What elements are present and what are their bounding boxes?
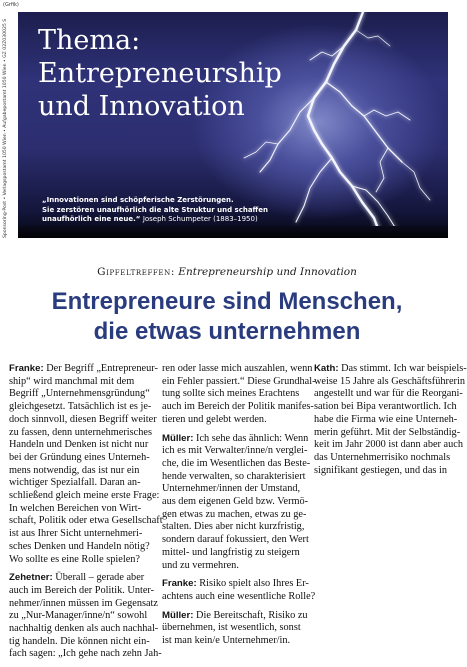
text-line [9, 648, 162, 661]
text-line [9, 515, 163, 528]
line-text: und zu vermehren. [162, 559, 239, 571]
text-line [9, 413, 157, 427]
dialogue-paragraph [162, 363, 316, 427]
text-line [9, 610, 151, 623]
quote-line-last [42, 215, 372, 225]
line-text: tig handeln. Die können nicht ein- [9, 635, 150, 647]
line-text: übernehmen, ist wesentlich, sonst [162, 622, 301, 634]
speaker-name: Franke: [162, 578, 197, 590]
text-line [162, 414, 304, 427]
line-text: sation bei Bipa verantwortlich. Ich [314, 401, 457, 413]
line-text: Der Begriff „Entrepreneur- [46, 363, 158, 374]
text-line [162, 432, 309, 446]
text-line [9, 477, 151, 490]
text-column-2 [162, 363, 316, 654]
line-text: Risiko spielt also Ihres Er- [199, 578, 309, 590]
line-text: aus dem eigenen Geld bzw. Vermö- [162, 496, 309, 508]
line-text: angestellt und war für die Reorgani- [314, 388, 463, 400]
line-text: Wo sollte es eine Rolle spielen? [9, 553, 140, 565]
text-line [162, 363, 313, 376]
headline-line: Entrepreneure sind Menschen, [51, 288, 403, 315]
hero-title-line: Entrepreneurship [38, 58, 282, 89]
text-line [314, 426, 461, 440]
text-line [162, 590, 316, 604]
text-line [162, 445, 308, 458]
line-text: ist aus Ihrer Sicht unternehmeri- [9, 528, 143, 540]
text-line [9, 465, 151, 478]
text-line [314, 363, 467, 376]
line-text: gen etwas zu machen, etwas zu ge- [162, 508, 307, 520]
speaker-name: Kath: [314, 363, 339, 374]
dialogue-paragraph [9, 363, 163, 566]
line-text: Unternehmer/innen der Umstand, [162, 483, 301, 495]
quote-line: Sie zerstören unaufhörlich die alte Struktur und schaffen [42, 205, 268, 214]
text-line [162, 388, 304, 401]
text-line [9, 554, 151, 567]
line-text: tieren und gelebt werden. [162, 413, 267, 425]
line-text: Handeln und Denken ist nicht nur [9, 439, 149, 451]
text-line [9, 363, 158, 376]
line-text: ein Fehler passiert.“ Diese Grundhal- [162, 375, 316, 387]
line-text: auch im Bereich der Politik manifes- [162, 401, 314, 413]
text-line [9, 528, 151, 541]
text-line [9, 597, 158, 611]
hero-title-line: Thema: [38, 25, 141, 56]
text-line [162, 547, 304, 560]
text-line [9, 401, 151, 414]
quote-line: unaufhörlich eine neue.“ [42, 215, 141, 223]
line-text: ship“ wird manchmal mit dem [9, 375, 135, 387]
line-text: mens notwendig, das ist nur ein [9, 464, 140, 476]
section-kicker [0, 266, 454, 278]
line-text: Die Bereitschaft, Risiko zu [196, 609, 308, 621]
line-text: zu „Nur-Manager/inne/n“ sowohl [9, 610, 148, 622]
line-text: ren oder lasse mich auszahlen, wenn [162, 363, 313, 374]
line-text: habe die Firma wie eine Unterneh- [314, 413, 458, 425]
line-text: das Unternehmerrisiko nochmals [314, 451, 451, 463]
text-line [9, 376, 151, 389]
text-line [314, 439, 463, 452]
line-text: doch sinnvoll, diesen Begriff weiter [9, 413, 157, 425]
line-text: che, die im Wesentlichen das Beste- [162, 457, 311, 469]
hero-title-line: und Innovation [38, 91, 245, 122]
line-text: auch im Bereich der Politik. Unter- [9, 584, 155, 596]
line-text: nehmer/innen müssen im Gegensatz [9, 597, 158, 609]
text-line [162, 609, 308, 623]
hero-banner [18, 12, 448, 238]
text-line [314, 388, 463, 401]
dialogue-paragraph [9, 572, 162, 661]
line-text: tung sollte sich meines Erachtens [162, 388, 300, 400]
line-text: zu fassen, denn unternehmerisches [9, 426, 152, 438]
line-text: bei der Gründung eines Unterneh- [9, 451, 150, 463]
line-text: sches Denken und Handeln nötig? [9, 540, 150, 552]
text-line [162, 578, 309, 591]
text-line [162, 534, 309, 547]
line-text: schaft, Politik oder etwa Gesellschaft [9, 515, 163, 527]
text-line [162, 508, 307, 522]
line-text: mittel- und langfristig zu steigern [162, 546, 300, 558]
line-text: sondern darauf fokussiert, den Wert [162, 534, 309, 546]
hero-quote [42, 196, 372, 225]
corner-tag: (Grfik) [3, 2, 19, 8]
text-line [9, 572, 151, 585]
text-line [314, 401, 456, 414]
line-text: schließend gleich meine erste Frage: [9, 490, 160, 502]
text-line [9, 541, 151, 554]
line-text: Überall – gerade aber [55, 572, 145, 584]
quote-author: Joseph Schumpeter (1883–1950) [142, 215, 258, 223]
text-line [314, 414, 456, 427]
text-line [9, 439, 151, 452]
text-line [9, 388, 151, 401]
line-text: Begriff „Unternehmensgründung“ [9, 388, 150, 400]
line-text: achtens auch eine wesentliche Rolle? [162, 590, 316, 602]
dialogue-paragraph [162, 578, 316, 603]
line-text: stalten. Dies aber nicht kurzfristig, [162, 521, 305, 533]
text-line [314, 452, 456, 465]
text-line [162, 622, 304, 635]
article-headline [0, 287, 454, 347]
text-line [9, 490, 160, 503]
line-text: gleichgesetzt. Tatsächlich ist es je- [9, 401, 152, 413]
dialogue-paragraph [162, 609, 308, 648]
line-text: merin geführt. Mit der Selbständig- [314, 426, 461, 438]
text-line [9, 623, 159, 636]
kicker-label: Gipfeltreffen: [97, 266, 175, 278]
line-text: Das stimmt. Ich war beispiels- [341, 363, 467, 374]
text-line [162, 521, 304, 534]
line-text: ich es mit Verwalter/inne/n verglei- [162, 445, 308, 457]
text-line [314, 375, 465, 389]
dialogue-paragraph [314, 363, 467, 477]
line-text: fach sagen: „Ich gehe nach zehn Jah- [9, 648, 162, 660]
side-credit-strip [1, 12, 15, 238]
text-line [162, 471, 304, 484]
text-line [162, 496, 309, 509]
text-line [162, 375, 316, 389]
side-credit-text: Sponsoring-Post • Verlagspostamt 1050 Wien • Aufgabepostamt 1050 Wien • GZ 02Z030025 S [3, 18, 8, 238]
hero-title [38, 24, 338, 123]
text-line [314, 465, 456, 478]
line-text: In welchen Bereichen von Wirt- [9, 502, 142, 514]
line-text: hende verwalten, so charakterisiert [162, 470, 306, 482]
text-line [162, 483, 304, 496]
line-text: wichtiger Spezialfall. Daran an- [9, 477, 141, 489]
text-column-1 [9, 363, 163, 667]
speaker-name: Franke: [9, 363, 44, 374]
line-text: Ich sehe das ähnlich: Wenn [196, 432, 309, 444]
line-text: weise 15 Jahre als Geschäftsführerin [314, 375, 465, 387]
horizon-ground [18, 226, 448, 238]
headline-line: die etwas unternehmen [93, 318, 361, 345]
line-text: signifikant gestiegen, und das in [314, 464, 447, 476]
text-line [162, 401, 314, 414]
text-line [9, 427, 151, 440]
text-line [162, 635, 304, 648]
kicker-topic: Entrepreneurship und Innovation [178, 266, 357, 278]
dialogue-paragraph [162, 432, 311, 573]
speaker-name: Müller: [162, 432, 194, 444]
text-line [9, 584, 155, 598]
text-line [162, 457, 311, 471]
text-line [9, 452, 151, 465]
speaker-name: Zehetner: [9, 572, 53, 584]
text-line [162, 560, 304, 573]
text-line [9, 503, 151, 516]
line-text: ist man kein/e Unternehmer/in. [162, 635, 291, 647]
text-line [9, 636, 151, 649]
text-column-3 [314, 363, 467, 483]
speaker-name: Müller: [162, 609, 194, 621]
line-text: keit im Jahr 2000 ist dann aber auch [314, 439, 463, 451]
quote-line: „Innovationen sind schöpferische Zerstörungen. [42, 196, 234, 204]
line-text: nachhaltig denken als auch nachhal- [9, 623, 159, 635]
